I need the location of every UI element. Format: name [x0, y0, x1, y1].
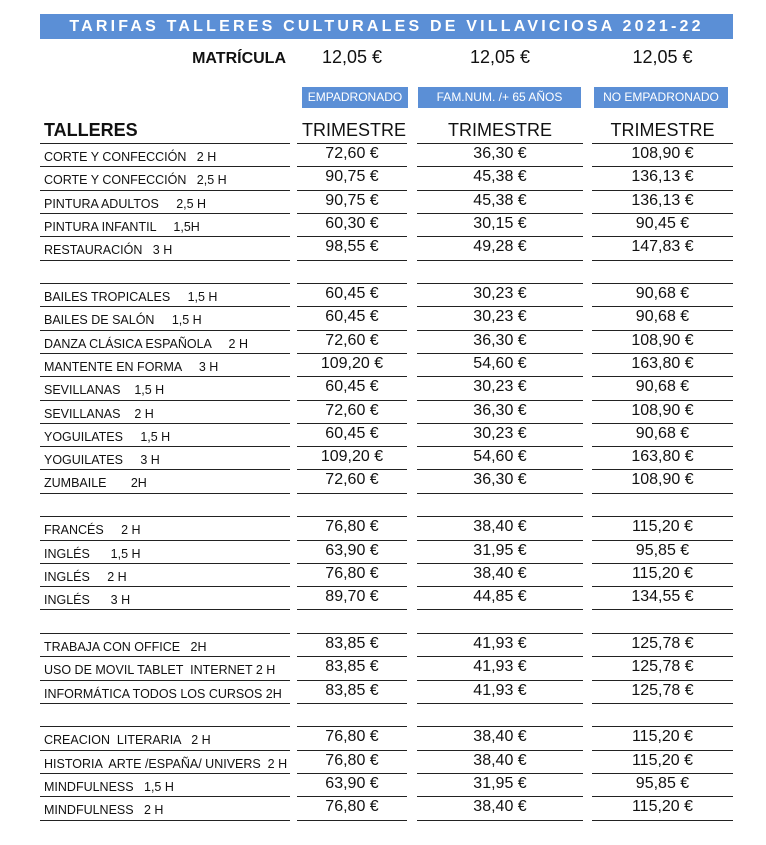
- price-empadronado: 90,75 €: [325, 168, 379, 186]
- taller-name: RESTAURACIÓN 3 H: [44, 243, 173, 258]
- price-empadronado: 63,90 €: [325, 774, 379, 792]
- taller-name: INFORMÁTICA TODOS LOS CURSOS 2H: [44, 686, 282, 701]
- price-no-empadronado: 108,90 €: [631, 145, 694, 162]
- price-no-empadronado: 90,68 €: [635, 285, 690, 302]
- price-empadronado: 98,55 €: [325, 238, 379, 256]
- price-no-empadronado: 115,20 €: [631, 564, 694, 582]
- price-no-empadronado: 90,68 €: [635, 424, 690, 442]
- taller-name: YOGUILATES 3 H: [44, 453, 160, 468]
- price-empadronado: 72,60 €: [325, 471, 379, 489]
- price-fam-num: 36,30 €: [473, 145, 527, 162]
- row-divider: [297, 609, 407, 610]
- row-divider: [592, 260, 733, 261]
- price-empadronado: 60,45 €: [325, 424, 379, 442]
- taller-name: PINTURA INFANTIL 1,5H: [44, 219, 200, 234]
- price-fam-num: 41,93 €: [473, 634, 527, 652]
- row-divider: [417, 260, 583, 261]
- row-divider: [40, 680, 290, 681]
- price-no-empadronado: 95,85 €: [635, 774, 690, 792]
- price-no-empadronado: 90,68 €: [635, 308, 690, 326]
- price-empadronado: 83,85 €: [325, 681, 379, 699]
- price-empadronado: 60,45 €: [325, 378, 379, 396]
- taller-name: YOGUILATES 1,5 H: [44, 429, 171, 444]
- row-divider: [40, 750, 290, 751]
- row-divider: [297, 260, 407, 261]
- taller-name: INGLÉS 2 H: [44, 569, 127, 584]
- taller-name: FRANCÉS 2 H: [44, 523, 141, 538]
- matricula-value-fam-num: 12,05 €: [469, 47, 531, 67]
- taller-name: USO DE MOVIL TABLET INTERNET 2 H: [44, 663, 276, 678]
- taller-name: CREACION LITERARIA 2 H: [44, 733, 211, 748]
- price-empadronado: 76,80 €: [325, 798, 379, 816]
- taller-name: BAILES TROPICALES 1,5 H: [44, 290, 218, 304]
- taller-name: INGLÉS 3 H: [44, 593, 131, 608]
- price-empadronado: 83,85 €: [325, 658, 379, 676]
- price-fam-num: 30,23 €: [473, 308, 527, 326]
- row-divider: [40, 143, 290, 144]
- row-divider: [40, 423, 290, 424]
- price-empadronado: 83,85 €: [325, 634, 379, 652]
- category-badge-empadronado: EMPADRONADO: [302, 87, 408, 108]
- taller-name: TRABAJA CON OFFICE 2H: [44, 639, 207, 654]
- price-fam-num: 38,40 €: [473, 728, 527, 746]
- row-divider: [40, 330, 290, 331]
- taller-name: MINDFULNESS 2 H: [44, 803, 164, 818]
- taller-name: DANZA CLÁSICA ESPAÑOLA 2 H: [44, 336, 249, 351]
- row-divider: [40, 726, 290, 727]
- price-no-empadronado: 108,90 €: [631, 331, 694, 349]
- row-divider: [40, 260, 290, 261]
- matricula-value-empadronado: 12,05 €: [321, 47, 383, 67]
- taller-name: ZUMBAILE 2H: [44, 476, 147, 491]
- price-no-empadronado: 115,20 €: [631, 751, 694, 769]
- price-no-empadronado: 115,20 €: [631, 728, 694, 746]
- row-divider: [40, 516, 290, 517]
- price-no-empadronado: 147,83 €: [631, 238, 694, 256]
- column-header-no-empadronado: TRIMESTRE: [610, 120, 715, 140]
- price-no-empadronado: 115,20 €: [631, 798, 694, 816]
- row-divider: [40, 469, 290, 470]
- price-no-empadronado: 95,85 €: [635, 541, 690, 559]
- taller-name: CORTE Y CONFECCIÓN 2,5 H: [44, 173, 227, 188]
- row-divider: [40, 166, 290, 167]
- price-empadronado: 60,45 €: [325, 285, 379, 302]
- row-divider: [40, 353, 290, 354]
- taller-name: PINTURA ADULTOS 2,5 H: [44, 196, 207, 211]
- row-divider: [40, 633, 290, 634]
- price-no-empadronado: 134,55 €: [631, 588, 694, 606]
- price-fam-num: 30,23 €: [473, 285, 527, 302]
- row-divider: [417, 820, 583, 821]
- price-fam-num: 45,38 €: [473, 191, 527, 209]
- price-fam-num: 54,60 €: [473, 448, 527, 466]
- price-no-empadronado: 108,90 €: [631, 401, 694, 419]
- price-empadronado: 109,20 €: [320, 448, 384, 466]
- row-divider: [40, 236, 290, 237]
- price-fam-num: 30,15 €: [473, 214, 527, 232]
- taller-name: CORTE Y CONFECCIÓN 2 H: [44, 150, 217, 164]
- taller-name: MINDFULNESS 1,5 H: [44, 779, 174, 794]
- price-empadronado: 60,45 €: [325, 308, 379, 326]
- column-header-fam-num: TRIMESTRE: [447, 120, 552, 140]
- price-fam-num: 41,93 €: [473, 658, 527, 676]
- price-fam-num: 45,38 €: [473, 168, 527, 186]
- price-fam-num: 44,85 €: [473, 588, 527, 606]
- row-divider: [592, 493, 733, 494]
- row-divider: [417, 609, 583, 610]
- price-empadronado: 76,80 €: [325, 564, 379, 582]
- row-divider: [417, 703, 583, 704]
- talleres-header: TALLERES: [44, 120, 138, 140]
- row-divider: [297, 820, 407, 821]
- page-title: TARIFAS TALLERES CULTURALES DE VILLAVICIOSA 2021-22: [40, 14, 733, 39]
- price-fam-num: 36,30 €: [473, 331, 527, 349]
- row-divider: [40, 586, 290, 587]
- price-no-empadronado: 136,13 €: [631, 191, 694, 209]
- price-empadronado: 63,90 €: [325, 541, 379, 559]
- price-fam-num: 38,40 €: [473, 798, 527, 816]
- taller-name: MANTENTE EN FORMA 3 H: [44, 359, 219, 374]
- price-no-empadronado: 125,78 €: [631, 658, 694, 676]
- price-empadronado: 89,70 €: [325, 588, 379, 606]
- price-empadronado: 76,80 €: [325, 518, 379, 536]
- row-divider: [40, 493, 290, 494]
- price-fam-num: 38,40 €: [473, 564, 527, 582]
- row-divider: [40, 773, 290, 774]
- price-fam-num: 49,28 €: [473, 238, 527, 256]
- row-divider: [297, 493, 407, 494]
- row-divider: [40, 400, 290, 401]
- row-divider: [40, 376, 290, 377]
- price-no-empadronado: 125,78 €: [631, 681, 694, 699]
- price-fam-num: 31,95 €: [473, 541, 527, 559]
- category-badge-fam-num: FAM.NUM. /+ 65 AÑOS: [418, 87, 581, 108]
- row-divider: [592, 820, 733, 821]
- price-fam-num: 36,30 €: [473, 471, 527, 489]
- price-empadronado: 72,60 €: [325, 331, 379, 349]
- row-divider: [40, 820, 290, 821]
- row-divider: [40, 190, 290, 191]
- row-divider: [40, 796, 290, 797]
- taller-name: SEVILLANAS 2 H: [44, 406, 154, 421]
- matricula-value-no-empadronado: 12,05 €: [632, 47, 693, 67]
- row-divider: [297, 703, 407, 704]
- price-fam-num: 30,23 €: [473, 424, 527, 442]
- price-no-empadronado: 90,45 €: [635, 214, 690, 232]
- row-divider: [40, 446, 290, 447]
- row-divider: [417, 493, 583, 494]
- price-no-empadronado: 90,68 €: [635, 378, 690, 396]
- row-divider: [40, 656, 290, 657]
- category-badge-no-empadronado: NO EMPADRONADO: [594, 87, 728, 108]
- taller-name: HISTORIA ARTE /ESPAÑA/ UNIVERS 2 H: [44, 756, 288, 771]
- price-empadronado: 90,75 €: [325, 191, 379, 209]
- price-empadronado: 76,80 €: [325, 751, 379, 769]
- price-no-empadronado: 115,20 €: [631, 518, 694, 536]
- price-fam-num: 30,23 €: [473, 378, 527, 396]
- price-no-empadronado: 136,13 €: [631, 168, 694, 186]
- price-no-empadronado: 108,90 €: [631, 471, 694, 489]
- price-empadronado: 72,60 €: [325, 401, 379, 419]
- price-fam-num: 36,30 €: [473, 401, 527, 419]
- price-empadronado: 109,20 €: [320, 354, 384, 372]
- taller-name: INGLÉS 1,5 H: [44, 546, 141, 561]
- price-no-empadronado: 163,80 €: [631, 354, 694, 372]
- price-empadronado: 72,60 €: [325, 145, 379, 162]
- price-no-empadronado: 163,80 €: [631, 448, 694, 466]
- price-fam-num: 41,93 €: [473, 681, 527, 699]
- row-divider: [40, 213, 290, 214]
- price-empadronado: 60,30 €: [325, 214, 379, 232]
- row-divider: [40, 609, 290, 610]
- row-divider: [40, 563, 290, 564]
- row-divider: [40, 703, 290, 704]
- row-divider: [592, 703, 733, 704]
- price-fam-num: 38,40 €: [473, 518, 527, 536]
- row-divider: [592, 609, 733, 610]
- taller-name: BAILES DE SALÓN 1,5 H: [44, 313, 202, 328]
- price-fam-num: 31,95 €: [473, 774, 527, 792]
- price-fam-num: 54,60 €: [473, 354, 527, 372]
- row-divider: [40, 283, 290, 284]
- taller-name: SEVILLANAS 1,5 H: [44, 383, 165, 398]
- row-divider: [40, 540, 290, 541]
- matricula-label: MATRÍCULA: [192, 50, 286, 67]
- price-no-empadronado: 125,78 €: [631, 634, 694, 652]
- column-header-empadronado: TRIMESTRE: [301, 120, 406, 140]
- row-divider: [40, 306, 290, 307]
- price-empadronado: 76,80 €: [325, 728, 379, 746]
- price-fam-num: 38,40 €: [473, 751, 527, 769]
